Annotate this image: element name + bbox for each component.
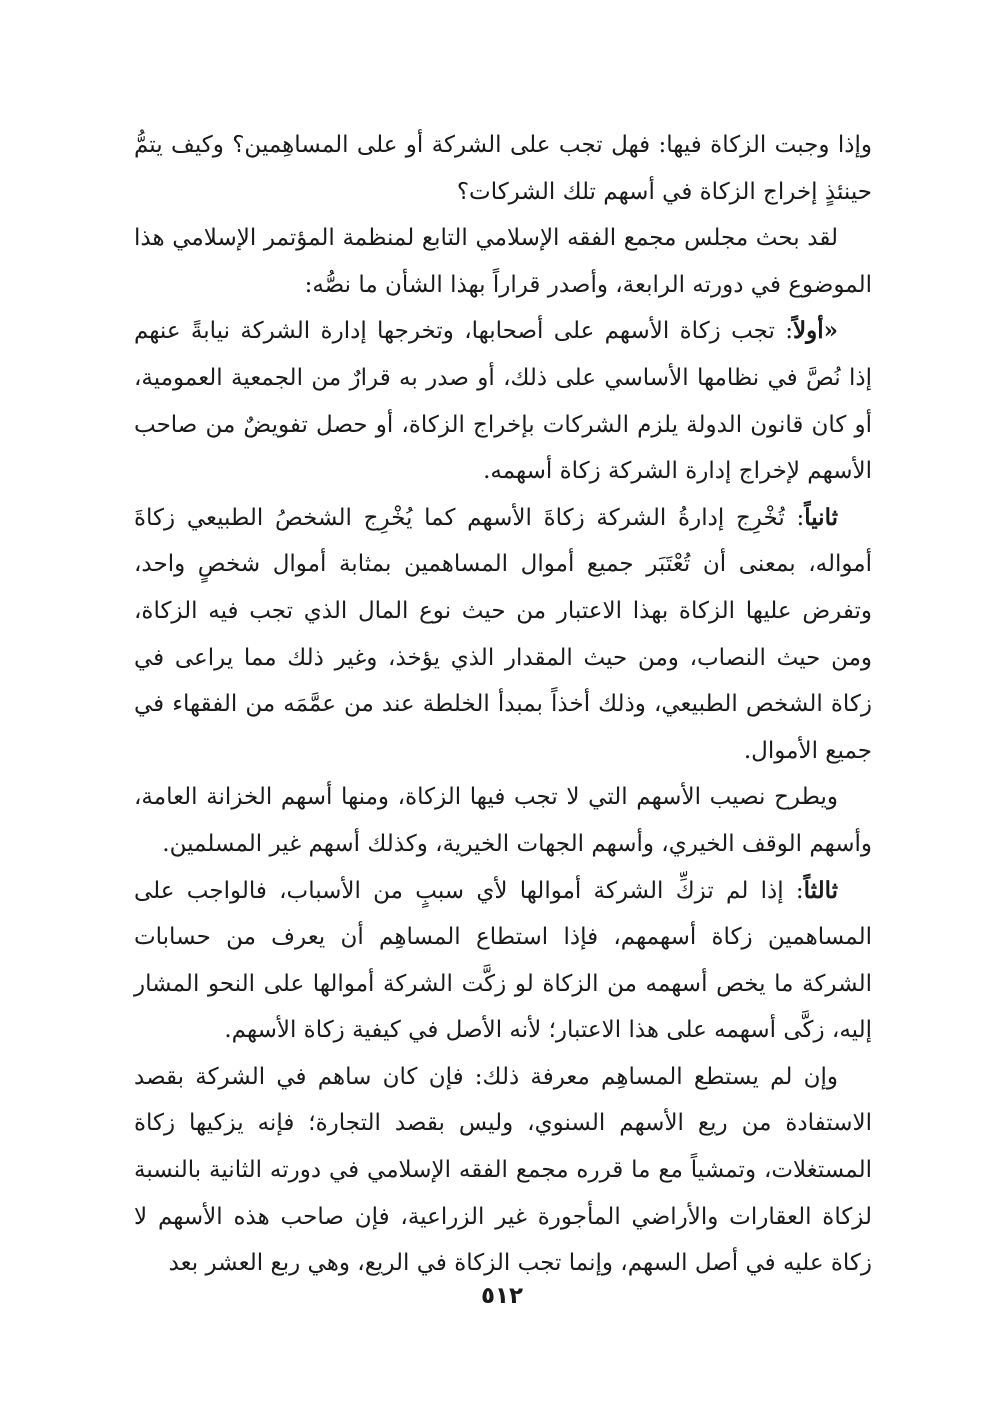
page-number: ٥١٢ [480,1283,524,1309]
paragraph-fourth [134,1054,872,1287]
paragraph-second [134,495,872,775]
paragraph-text: وإذا وجبت الزكاة فيها: فهل تجب على الشركة أو على المساهِمين؟ وكيف يتمُّ حينئذٍ إخراج الزكاة في أسهم تلك الشركات؟ [134,132,872,205]
paragraph-intro [134,215,872,308]
paragraph-lead: ثالثاً [803,876,838,904]
body-text [134,122,872,1287]
paragraph-text: ويطرح نصيب الأسهم التي لا تجب فيها الزكاة، ومنها أسهم الخزانة العامة، وأسهم الوقف الخيري، وأسهم الجهات الخيرية، وكذلك أسهم غير المسلمين. [134,784,872,857]
paragraph-text: : تجب زكاة الأسهم على أصحابها، وتخرجها إدارة الشركة نيابةً عنهم إذا نُصَّ في نظامها الأساسي على ذلك، أو صدر به قرارٌ من الجمعية العمومية، أو كان قانون الدولة يلزم الشركات بإخراج الزكاة، أو حصل تفويضٌ من صاحب الأسهم لإخراج إدارة الشركة زكاة أسهمه. [134,318,872,485]
paragraph-question [134,122,872,215]
paragraph-text: : إذا لم تزكِّ الشركة أموالها لأي سببٍ من الأسباب، فالواجب على المساهمين زكاة أسهمهم، فإذا استطاع المساهِم أن يعرف من حسابات الشركة ما يخص أسهمه من الزكاة لو زكَّت الشركة أموالها على النحو المشار إليه، زكَّى أسهمه على هذا الاعتبار؛ لأنه الأصل في كيفية زكاة الأسهم. [134,877,872,1044]
paragraph-text: وإن لم يستطع المساهِم معرفة ذلك: فإن كان ساهم في الشركة بقصد الاستفادة من ريع الأسهم السنوي، وليس بقصد التجارة؛ فإنه يزكيها زكاة المستغلات، وتمشياً مع ما قرره مجمع الفقه الإسلامي في دورته الثانية بالنسبة لزكاة العقارات والأراضي المأجورة غير الزراعية، فإن صاحب هذه الأسهم لا زكاة عليه في أصل السهم، وإنما تجب الزكاة في الريع، وهي ربع العشر بعد [134,1063,872,1277]
paragraph-lead: ثانياً [804,503,838,531]
paragraph-text: : تُخْرِج إدارةُ الشركة زكاةَ الأسهم كما يُخْرِج الشخصُ الطبيعي زكاةَ أمواله، بمعنى أن تُعْتَبَر جميع أموال المساهمين بمثابة أموال شخصٍ واحد، وتفرض عليها الزكاة بهذا الاعتبار من حيث نوع المال الذي تجب فيه الزكاة، ومن حيث النصاب، ومن حيث المقدار الذي يؤخذ، وغير ذلك مما يراعى في زكاة الشخص الطبيعي، وذلك أخذاً بمبدأ الخلطة عند من عمَّمَه من الفقهاء في جميع الأموال. [134,504,872,764]
paragraph-text: لقد بحث مجلس مجمع الفقه الإسلامي التابع لمنظمة المؤتمر الإسلامي هذا الموضوع في دورته الرابعة، وأصدر قراراً بهذا الشأن ما نصُّه: [134,225,872,298]
paragraph-exclusions [134,774,872,867]
paragraph-lead: «أولاً [793,317,838,345]
paragraph-third [134,868,872,1054]
paragraph-first [134,308,872,494]
